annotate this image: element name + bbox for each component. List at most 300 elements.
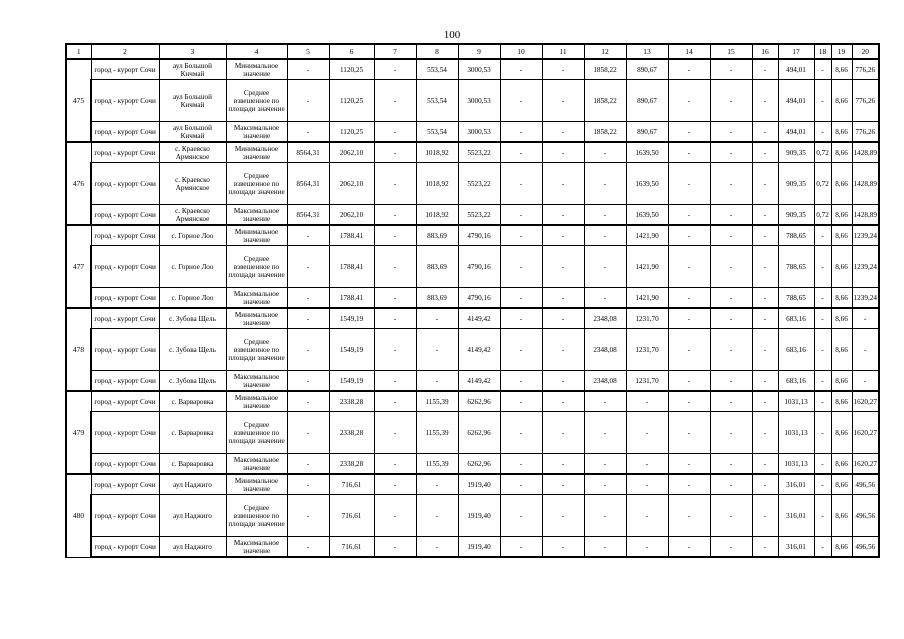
column-header-7: 7 bbox=[374, 44, 416, 59]
table-cell: 553,54 bbox=[416, 122, 458, 143]
table-cell: 494,01 bbox=[778, 80, 814, 122]
table-cell: Среднее взвешенное по площади значение bbox=[226, 495, 287, 537]
table-cell: - bbox=[287, 80, 329, 122]
table-cell: с. Варваровка bbox=[159, 454, 226, 475]
table-cell: - bbox=[500, 371, 542, 392]
table-cell: - bbox=[374, 495, 416, 537]
table-cell: - bbox=[710, 142, 752, 163]
column-header-15: 15 bbox=[710, 44, 752, 59]
table-cell: 2348,08 bbox=[584, 371, 626, 392]
table-cell: - bbox=[752, 454, 778, 475]
table-cell: - bbox=[710, 308, 752, 329]
table-cell: - bbox=[668, 225, 710, 246]
table-cell: город - курорт Сочи bbox=[91, 59, 159, 80]
table-cell: - bbox=[710, 59, 752, 80]
table-cell: город - курорт Сочи bbox=[91, 537, 159, 558]
table-row bbox=[66, 246, 879, 288]
table-cell: аул Наджиго bbox=[159, 537, 226, 558]
table-cell: 1639,50 bbox=[626, 205, 668, 226]
table-cell: 1549,19 bbox=[329, 308, 374, 329]
table-cell: Минимальное значение bbox=[226, 474, 287, 495]
column-header-5: 5 bbox=[287, 44, 329, 59]
row-number-cell: 478 bbox=[66, 308, 91, 391]
table-cell: 8,66 bbox=[831, 122, 852, 143]
table-cell: 2062,10 bbox=[329, 142, 374, 163]
table-cell: - bbox=[852, 371, 879, 392]
table-cell: 788,65 bbox=[778, 225, 814, 246]
table-cell: 1018,92 bbox=[416, 205, 458, 226]
table-cell: 1788,41 bbox=[329, 246, 374, 288]
table-cell: с. Варваровка bbox=[159, 412, 226, 454]
table-cell: 8,66 bbox=[831, 59, 852, 80]
table-cell: 683,16 bbox=[778, 329, 814, 371]
table-row bbox=[66, 537, 879, 558]
table-cell: 1620,27 bbox=[852, 391, 879, 412]
table-cell: Среднее взвешенное по площади значение bbox=[226, 80, 287, 122]
table-cell: 8,66 bbox=[831, 537, 852, 558]
table-cell: 8,66 bbox=[831, 163, 852, 205]
table-cell: 1239,24 bbox=[852, 246, 879, 288]
table-cell: аул Большой Кичмай bbox=[159, 80, 226, 122]
table-cell: 8,66 bbox=[831, 288, 852, 309]
table-cell: город - курорт Сочи bbox=[91, 391, 159, 412]
table-cell: 0,72 bbox=[814, 142, 831, 163]
table-cell: 1421,90 bbox=[626, 288, 668, 309]
table-cell: 776,26 bbox=[852, 59, 879, 80]
table-cell: - bbox=[416, 537, 458, 558]
table-cell: 788,65 bbox=[778, 246, 814, 288]
table-cell: город - курорт Сочи bbox=[91, 122, 159, 143]
table-cell: 496,56 bbox=[852, 537, 879, 558]
table-cell: 5523,22 bbox=[458, 205, 500, 226]
column-header-8: 8 bbox=[416, 44, 458, 59]
table-cell: 496,56 bbox=[852, 474, 879, 495]
table-cell: 1120,25 bbox=[329, 59, 374, 80]
table-row bbox=[66, 80, 879, 122]
table-cell: - bbox=[416, 329, 458, 371]
table-cell: 1031,13 bbox=[778, 391, 814, 412]
table-cell: - bbox=[710, 474, 752, 495]
table-cell: с. Краевско Армянское bbox=[159, 163, 226, 205]
table-cell: - bbox=[710, 288, 752, 309]
table-cell: - bbox=[584, 537, 626, 558]
table-cell: - bbox=[500, 495, 542, 537]
table-cell: 1155,39 bbox=[416, 454, 458, 475]
table-cell: - bbox=[374, 288, 416, 309]
table-cell: 2348,08 bbox=[584, 308, 626, 329]
table-cell: - bbox=[374, 163, 416, 205]
table-cell: 4790,16 bbox=[458, 225, 500, 246]
table-cell: 890,67 bbox=[626, 59, 668, 80]
table-cell: - bbox=[668, 391, 710, 412]
table-cell: - bbox=[752, 288, 778, 309]
table-cell: город - курорт Сочи bbox=[91, 80, 159, 122]
table-cell: - bbox=[668, 80, 710, 122]
table-cell: - bbox=[584, 495, 626, 537]
table-cell: 8,66 bbox=[831, 205, 852, 226]
table-cell: - bbox=[752, 142, 778, 163]
table-cell: 8,66 bbox=[831, 329, 852, 371]
table-cell: 3000,53 bbox=[458, 122, 500, 143]
row-number-cell: 477 bbox=[66, 225, 91, 308]
table-cell: - bbox=[287, 308, 329, 329]
table-cell: 1421,90 bbox=[626, 225, 668, 246]
table-cell: Среднее взвешенное по площади значение bbox=[226, 246, 287, 288]
table-cell: - bbox=[287, 225, 329, 246]
table-cell: - bbox=[752, 205, 778, 226]
table-cell: Максимальное значение bbox=[226, 288, 287, 309]
table-cell: 5523,22 bbox=[458, 163, 500, 205]
table-cell: Среднее взвешенное по площади значение bbox=[226, 163, 287, 205]
table-cell: - bbox=[584, 246, 626, 288]
column-header-10: 10 bbox=[500, 44, 542, 59]
table-cell: - bbox=[668, 246, 710, 288]
column-header-3: 3 bbox=[159, 44, 226, 59]
table-cell: Среднее взвешенное по площади значение bbox=[226, 412, 287, 454]
table-cell: - bbox=[752, 246, 778, 288]
table-cell: - bbox=[710, 163, 752, 205]
table-cell: 909,35 bbox=[778, 205, 814, 226]
table-cell: город - курорт Сочи bbox=[91, 225, 159, 246]
table-cell: - bbox=[584, 412, 626, 454]
table-cell: 8,66 bbox=[831, 80, 852, 122]
table-cell: - bbox=[542, 329, 584, 371]
table-cell: город - курорт Сочи bbox=[91, 288, 159, 309]
table-cell: Максимальное значение bbox=[226, 371, 287, 392]
table-cell: - bbox=[374, 412, 416, 454]
row-number-cell: 476 bbox=[66, 142, 91, 225]
table-cell: 716,61 bbox=[329, 474, 374, 495]
table-cell: 1639,50 bbox=[626, 142, 668, 163]
table-cell: аул Наджиго bbox=[159, 474, 226, 495]
column-header-4: 4 bbox=[226, 44, 287, 59]
table-cell: 8,66 bbox=[831, 474, 852, 495]
table-cell: - bbox=[287, 454, 329, 475]
table-cell: 1421,90 bbox=[626, 246, 668, 288]
table-cell: 8,66 bbox=[831, 371, 852, 392]
table-cell: - bbox=[814, 225, 831, 246]
table-cell: - bbox=[374, 308, 416, 329]
table-cell: 1231,70 bbox=[626, 308, 668, 329]
table-cell: 890,67 bbox=[626, 80, 668, 122]
table-cell: - bbox=[668, 454, 710, 475]
table-cell: 1239,24 bbox=[852, 288, 879, 309]
table-cell: 1428,89 bbox=[852, 163, 879, 205]
table-cell: - bbox=[287, 122, 329, 143]
table-cell: - bbox=[668, 288, 710, 309]
table-cell: Минимальное значение bbox=[226, 59, 287, 80]
table-cell: - bbox=[752, 412, 778, 454]
table-cell: - bbox=[752, 163, 778, 205]
table-cell: 4149,42 bbox=[458, 371, 500, 392]
table-cell: - bbox=[287, 391, 329, 412]
table-cell: 8,66 bbox=[831, 246, 852, 288]
table-cell: 2062,10 bbox=[329, 205, 374, 226]
table-cell: 883,69 bbox=[416, 288, 458, 309]
table-cell: - bbox=[710, 495, 752, 537]
table-cell: город - курорт Сочи bbox=[91, 163, 159, 205]
table-cell: - bbox=[584, 474, 626, 495]
table-cell: - bbox=[814, 371, 831, 392]
table-cell: - bbox=[542, 537, 584, 558]
table-cell: город - курорт Сочи bbox=[91, 329, 159, 371]
table-cell: город - курорт Сочи bbox=[91, 246, 159, 288]
table-cell: с. Краевско Армянское bbox=[159, 142, 226, 163]
table-cell: - bbox=[374, 59, 416, 80]
column-header-13: 13 bbox=[626, 44, 668, 59]
table-cell: - bbox=[710, 225, 752, 246]
column-header-12: 12 bbox=[584, 44, 626, 59]
table-cell: - bbox=[500, 59, 542, 80]
table-cell: 8,66 bbox=[831, 142, 852, 163]
table-cell: - bbox=[710, 371, 752, 392]
table-cell: - bbox=[374, 454, 416, 475]
table-cell: - bbox=[500, 225, 542, 246]
table-cell: Максимальное значение bbox=[226, 205, 287, 226]
table-cell: с. Зубова Щель bbox=[159, 308, 226, 329]
table-cell: - bbox=[584, 288, 626, 309]
table-cell: - bbox=[416, 371, 458, 392]
table-cell: 6262,96 bbox=[458, 391, 500, 412]
table-cell: - bbox=[542, 59, 584, 80]
table-cell: - bbox=[752, 474, 778, 495]
table-cell: Максимальное значение bbox=[226, 122, 287, 143]
table-cell: - bbox=[752, 80, 778, 122]
table-cell: - bbox=[542, 80, 584, 122]
cadastral-value-table bbox=[65, 43, 880, 558]
table-cell: с. Горное Лоо bbox=[159, 246, 226, 288]
table-cell: город - курорт Сочи bbox=[91, 412, 159, 454]
table-cell: 1018,92 bbox=[416, 163, 458, 205]
table-cell: - bbox=[710, 246, 752, 288]
table-cell: с. Горное Лоо bbox=[159, 288, 226, 309]
table-cell: - bbox=[626, 391, 668, 412]
table-cell: 8,66 bbox=[831, 412, 852, 454]
table-cell: 4149,42 bbox=[458, 308, 500, 329]
table-cell: - bbox=[668, 142, 710, 163]
table-cell: 3000,53 bbox=[458, 59, 500, 80]
table-cell: Минимальное значение bbox=[226, 142, 287, 163]
table-cell: 6262,96 bbox=[458, 454, 500, 475]
table-cell: - bbox=[752, 391, 778, 412]
column-header-11: 11 bbox=[542, 44, 584, 59]
column-header-14: 14 bbox=[668, 44, 710, 59]
table-cell: 1919,40 bbox=[458, 495, 500, 537]
table-cell: с. Варваровка bbox=[159, 391, 226, 412]
table-cell: - bbox=[500, 474, 542, 495]
table-cell: 316,01 bbox=[778, 474, 814, 495]
table-cell: 8564,31 bbox=[287, 163, 329, 205]
table-cell: 553,54 bbox=[416, 80, 458, 122]
table-cell: с. Горное Лоо bbox=[159, 225, 226, 246]
table-cell: - bbox=[287, 288, 329, 309]
table-cell: - bbox=[668, 308, 710, 329]
table-row bbox=[66, 59, 879, 80]
table-cell: - bbox=[814, 391, 831, 412]
table-cell: - bbox=[374, 391, 416, 412]
table-cell: 5523,22 bbox=[458, 142, 500, 163]
table-cell: - bbox=[374, 122, 416, 143]
table-cell: - bbox=[710, 205, 752, 226]
table-cell: 1858,22 bbox=[584, 59, 626, 80]
table-cell: 1620,27 bbox=[852, 454, 879, 475]
table-cell: 716,61 bbox=[329, 495, 374, 537]
table-cell: - bbox=[500, 454, 542, 475]
table-cell: - bbox=[500, 80, 542, 122]
table-cell: 4790,16 bbox=[458, 288, 500, 309]
table-row bbox=[66, 412, 879, 454]
table-row bbox=[66, 495, 879, 537]
table-cell: - bbox=[287, 474, 329, 495]
table-cell: 1155,39 bbox=[416, 412, 458, 454]
table-cell: - bbox=[500, 246, 542, 288]
column-header-18: 18 bbox=[814, 44, 831, 59]
table-cell: - bbox=[814, 495, 831, 537]
row-number-cell: 480 bbox=[66, 474, 91, 557]
table-cell: - bbox=[542, 371, 584, 392]
table-cell: Максимальное значение bbox=[226, 537, 287, 558]
table-cell: - bbox=[752, 225, 778, 246]
column-header-6: 6 bbox=[329, 44, 374, 59]
table-cell: - bbox=[814, 329, 831, 371]
table-cell: - bbox=[500, 288, 542, 309]
table-cell: - bbox=[584, 391, 626, 412]
table-cell: - bbox=[500, 391, 542, 412]
table-cell: 909,35 bbox=[778, 142, 814, 163]
table-cell: Минимальное значение bbox=[226, 225, 287, 246]
table-cell: 8,66 bbox=[831, 308, 852, 329]
table-cell: 1639,50 bbox=[626, 163, 668, 205]
table-cell: 8564,31 bbox=[287, 142, 329, 163]
table-cell: - bbox=[710, 412, 752, 454]
table-row bbox=[66, 474, 879, 495]
table-cell: 494,01 bbox=[778, 122, 814, 143]
table-cell: 4149,42 bbox=[458, 329, 500, 371]
table-cell: - bbox=[710, 122, 752, 143]
table-cell: - bbox=[287, 329, 329, 371]
table-cell: 1549,19 bbox=[329, 371, 374, 392]
table-cell: Среднее взвешенное по площади значение bbox=[226, 329, 287, 371]
table-cell: - bbox=[626, 454, 668, 475]
table-cell: 1018,92 bbox=[416, 142, 458, 163]
table-cell: - bbox=[626, 474, 668, 495]
table-cell: - bbox=[542, 412, 584, 454]
table-cell: - bbox=[374, 474, 416, 495]
table-cell: 6262,96 bbox=[458, 412, 500, 454]
table-cell: - bbox=[287, 371, 329, 392]
table-cell: - bbox=[814, 412, 831, 454]
table-cell: - bbox=[584, 225, 626, 246]
table-cell: с. Краевско Армянское bbox=[159, 205, 226, 226]
table-cell: - bbox=[500, 329, 542, 371]
table-cell: - bbox=[710, 329, 752, 371]
table-cell: 2338,28 bbox=[329, 454, 374, 475]
table-cell: - bbox=[500, 142, 542, 163]
table-cell: 1231,70 bbox=[626, 371, 668, 392]
table-cell: 683,16 bbox=[778, 308, 814, 329]
table-cell: - bbox=[416, 495, 458, 537]
table-cell: - bbox=[668, 122, 710, 143]
table-cell: 683,16 bbox=[778, 371, 814, 392]
table-cell: - bbox=[374, 225, 416, 246]
table-cell: - bbox=[542, 142, 584, 163]
table-row bbox=[66, 454, 879, 475]
table-row bbox=[66, 163, 879, 205]
table-cell: - bbox=[542, 391, 584, 412]
table-cell: - bbox=[668, 371, 710, 392]
table-cell: с. Зубова Щель bbox=[159, 329, 226, 371]
table-cell: - bbox=[814, 537, 831, 558]
table-cell: - bbox=[542, 246, 584, 288]
table-cell: - bbox=[710, 454, 752, 475]
table-row bbox=[66, 391, 879, 412]
table-cell: - bbox=[752, 59, 778, 80]
table-cell: - bbox=[584, 163, 626, 205]
table-cell: - bbox=[752, 329, 778, 371]
table-cell: 8,66 bbox=[831, 454, 852, 475]
table-cell: - bbox=[542, 474, 584, 495]
table-cell: - bbox=[668, 412, 710, 454]
table-cell: 8564,31 bbox=[287, 205, 329, 226]
table-cell: - bbox=[752, 122, 778, 143]
table-cell: - bbox=[814, 454, 831, 475]
table-cell: 1549,19 bbox=[329, 329, 374, 371]
table-cell: 2338,28 bbox=[329, 391, 374, 412]
table-cell: город - курорт Сочи bbox=[91, 308, 159, 329]
table-cell: - bbox=[542, 163, 584, 205]
table-cell: 1031,13 bbox=[778, 454, 814, 475]
table-cell: - bbox=[374, 205, 416, 226]
table-cell: - bbox=[500, 122, 542, 143]
table-cell: 1788,41 bbox=[329, 225, 374, 246]
table-cell: - bbox=[542, 288, 584, 309]
table-row bbox=[66, 371, 879, 392]
table-cell: 1239,24 bbox=[852, 225, 879, 246]
table-cell: - bbox=[626, 495, 668, 537]
table-cell: - bbox=[416, 308, 458, 329]
table-cell: 1120,25 bbox=[329, 122, 374, 143]
table-cell: - bbox=[374, 142, 416, 163]
table-cell: - bbox=[287, 246, 329, 288]
table-cell: - bbox=[814, 288, 831, 309]
table-cell: - bbox=[542, 308, 584, 329]
table-cell: 2062,10 bbox=[329, 163, 374, 205]
table-cell: 1031,13 bbox=[778, 412, 814, 454]
table-cell: аул Наджиго bbox=[159, 495, 226, 537]
table-cell: - bbox=[542, 225, 584, 246]
table-cell: 1120,25 bbox=[329, 80, 374, 122]
table-cell: - bbox=[500, 205, 542, 226]
table-cell: 316,01 bbox=[778, 537, 814, 558]
table-cell: - bbox=[584, 205, 626, 226]
table-cell: - bbox=[668, 163, 710, 205]
table-cell: 716,61 bbox=[329, 537, 374, 558]
table-cell: 2338,28 bbox=[329, 412, 374, 454]
table-cell: - bbox=[852, 308, 879, 329]
table-cell: - bbox=[814, 122, 831, 143]
table-cell: город - курорт Сочи bbox=[91, 495, 159, 537]
table-cell: - bbox=[814, 474, 831, 495]
column-header-1: 1 bbox=[66, 44, 91, 59]
table-cell: - bbox=[374, 371, 416, 392]
table-cell: 494,01 bbox=[778, 59, 814, 80]
table-cell: - bbox=[668, 329, 710, 371]
table-cell: - bbox=[584, 142, 626, 163]
table-cell: - bbox=[500, 308, 542, 329]
table-cell: - bbox=[814, 308, 831, 329]
table-cell: - bbox=[752, 308, 778, 329]
row-number-cell: 475 bbox=[66, 59, 91, 142]
